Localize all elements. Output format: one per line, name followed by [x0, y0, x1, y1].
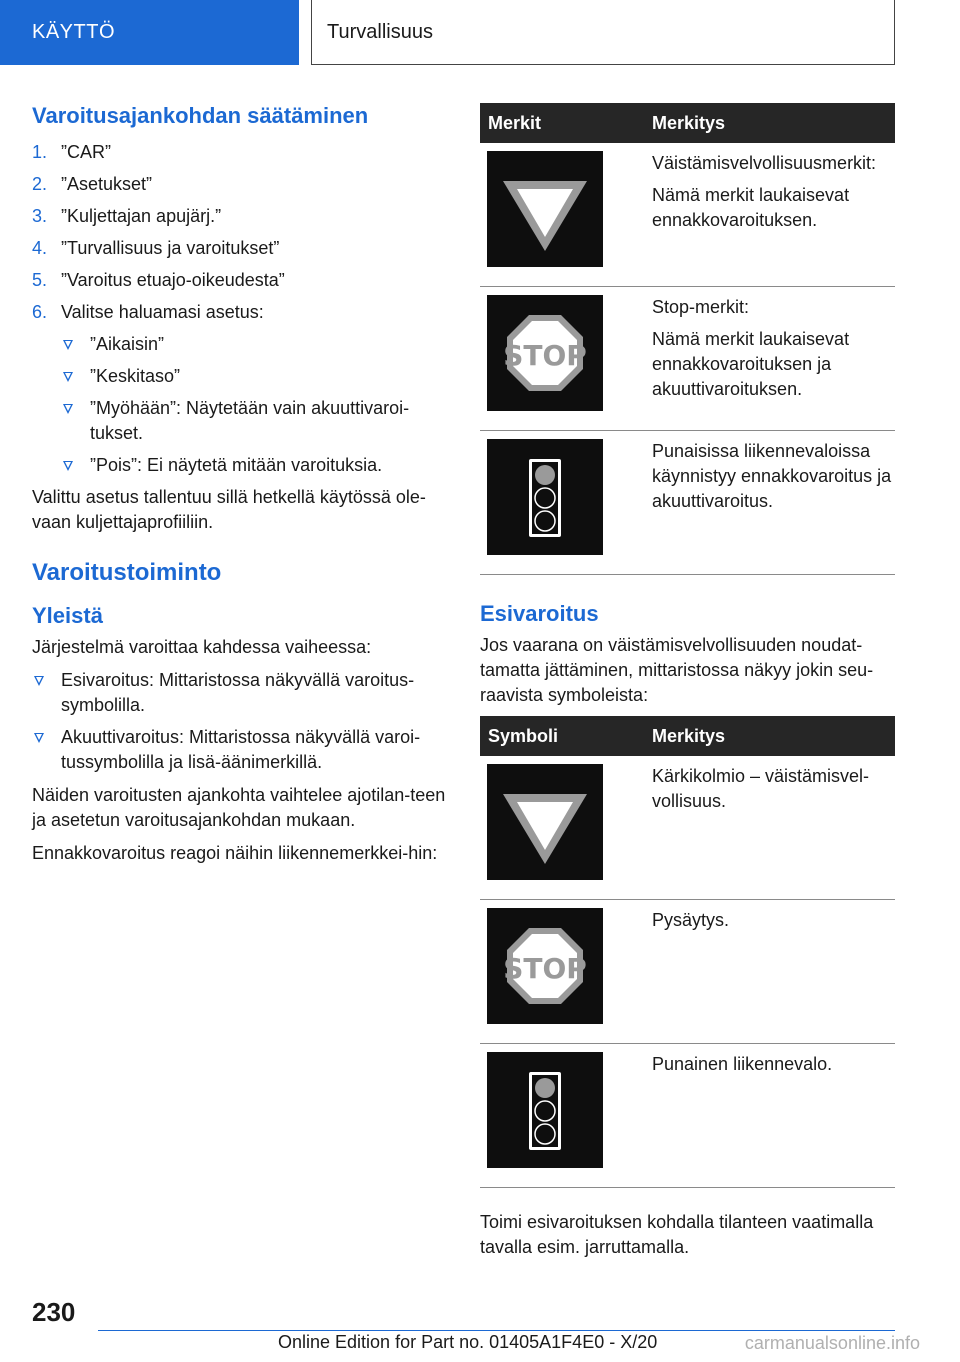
stop-sign-icon: [487, 908, 603, 1024]
section-title: KÄYTTÖ: [32, 21, 116, 43]
col-header-symbol: Symboli: [480, 716, 646, 756]
two-phase-intro: Järjestelmä varoittaa kahdessa vaiheessa:: [32, 637, 372, 657]
right-column: [480, 103, 895, 1268]
triangle-bullet-icon: [34, 733, 44, 743]
page-number: 230: [32, 1297, 76, 1327]
step-item: [32, 204, 447, 229]
meaning-text: Punaisissa liikennevaloissa käynnistyy ennakkovaroitus ja akuuttivaroitus.: [652, 441, 892, 511]
step-text: Valitse haluamasi asetus:: [61, 302, 264, 322]
step-item: [32, 268, 447, 293]
general-heading: Yleistä: [32, 603, 103, 628]
pre-warning-intro: Jos vaarana on väistämisvelvollisuuden noudat-tamatta jättäminen, mittaristossa näkyy jokin seu-raavista symboleista:: [480, 635, 874, 705]
yield-sign-icon: [487, 151, 603, 267]
step-item: [32, 236, 447, 261]
settings-steps: [32, 140, 447, 325]
yield-sign-icon: [487, 764, 603, 880]
step-number: 6.: [32, 302, 48, 322]
traffic-light-icon: [487, 1052, 603, 1168]
section-tab: [0, 0, 299, 65]
table-row: [480, 143, 895, 287]
phase-item: Esivaroitus: Mittaristossa näkyvällä varoitus-symbolilla.: [32, 668, 447, 718]
saved-note: Valittu asetus tallentuu sillä hetkellä käytössä ole-vaan kuljettajaprofiiliin.: [32, 487, 426, 532]
watermark: carmanualsonline.info: [744, 1333, 920, 1353]
phase-item: Akuuttivaroitus: Mittaristossa näkyvällä varoi-tussymbolilla ja lisä-äänimerkillä.: [32, 725, 447, 775]
traffic-light-icon: [487, 439, 603, 555]
pre-warning-heading: Esivaroitus: [480, 601, 599, 626]
step-item: [32, 300, 447, 325]
triangle-bullet-icon: [63, 372, 73, 382]
step-item: [32, 172, 447, 197]
timing-note: Näiden varoitusten ajankohta vaihtelee ajotilan-teen ja asetetun varoitusajankohdan mukaan.: [32, 785, 446, 830]
step-text: ”Turvallisuus ja varoitukset”: [61, 238, 280, 258]
table-row: [480, 287, 895, 431]
option-item: ”Pois”: Ei näytetä mitään varoituksia.: [61, 453, 447, 478]
closing-note: Toimi esivaroituksen kohdalla tilanteen vaatimalla tavalla esim. jarruttamalla.: [480, 1212, 874, 1257]
symbols-table: [480, 716, 895, 1188]
step-text: ”Kuljettajan apujärj.”: [61, 206, 222, 226]
meaning-text: Pysäytys.: [652, 910, 730, 930]
meaning-text: Punainen liikennevalo.: [652, 1054, 833, 1074]
warning-phases: [32, 668, 447, 775]
edition-note: Online Edition for Part no. 01405A1F4E0 - X/20: [278, 1332, 658, 1352]
step-item: [32, 140, 447, 165]
table-row: [480, 431, 895, 575]
footer-divider: [98, 1330, 895, 1331]
left-column: [32, 100, 447, 874]
step-number: 5.: [32, 270, 48, 290]
col-header-meaning: Merkitys: [646, 716, 895, 756]
triangle-bullet-icon: [63, 461, 73, 471]
meaning-text: Kärkikolmio – väistämisvel-vollisuus.: [652, 766, 870, 811]
triangle-bullet-icon: [63, 340, 73, 350]
step-number: 3.: [32, 206, 48, 226]
meaning-text: Nämä merkit laukaisevat ennakkovaroituksen ja akuuttivaroituksen.: [652, 329, 850, 399]
chapter-tab: [311, 0, 895, 65]
table-row: [480, 756, 895, 900]
table-row: [480, 1044, 895, 1188]
meaning-title: Stop-merkit:: [652, 297, 750, 317]
warning-function-heading: Varoitustoiminto: [32, 559, 222, 586]
reacts-note: Ennakkovaroitus reagoi näihin liikennemerkkei-hin:: [32, 843, 438, 863]
step-number: 2.: [32, 174, 48, 194]
setting-options: [32, 332, 447, 478]
option-item: ”Myöhään”: Näytetään vain akuuttivaroi-tukset.: [61, 396, 447, 446]
signs-table: [480, 103, 895, 575]
table-row: [480, 900, 895, 1044]
triangle-bullet-icon: [63, 404, 73, 414]
col-header-meaning: Merkitys: [646, 103, 895, 143]
option-item: ”Aikaisin”: [61, 332, 447, 357]
option-item: ”Keskitaso”: [61, 364, 447, 389]
step-text: ”Varoitus etuajo-oikeudesta”: [61, 270, 285, 290]
warning-timing-heading: Varoitusajankohdan säätäminen: [32, 103, 369, 128]
step-text: ”Asetukset”: [61, 174, 153, 194]
stop-sign-text: STOP: [503, 339, 587, 372]
stop-sign-icon: [487, 295, 603, 411]
meaning-text: Nämä merkit laukaisevat ennakkovaroituksen.: [652, 185, 850, 230]
step-number: 1.: [32, 142, 48, 162]
chapter-title: Turvallisuus: [327, 20, 433, 43]
step-number: 4.: [32, 238, 48, 258]
col-header-signs: Merkit: [480, 103, 646, 143]
triangle-bullet-icon: [34, 676, 44, 686]
meaning-title: Väistämisvelvollisuusmerkit:: [652, 153, 877, 173]
step-text: ”CAR”: [61, 142, 111, 162]
stop-sign-text: STOP: [503, 952, 587, 985]
